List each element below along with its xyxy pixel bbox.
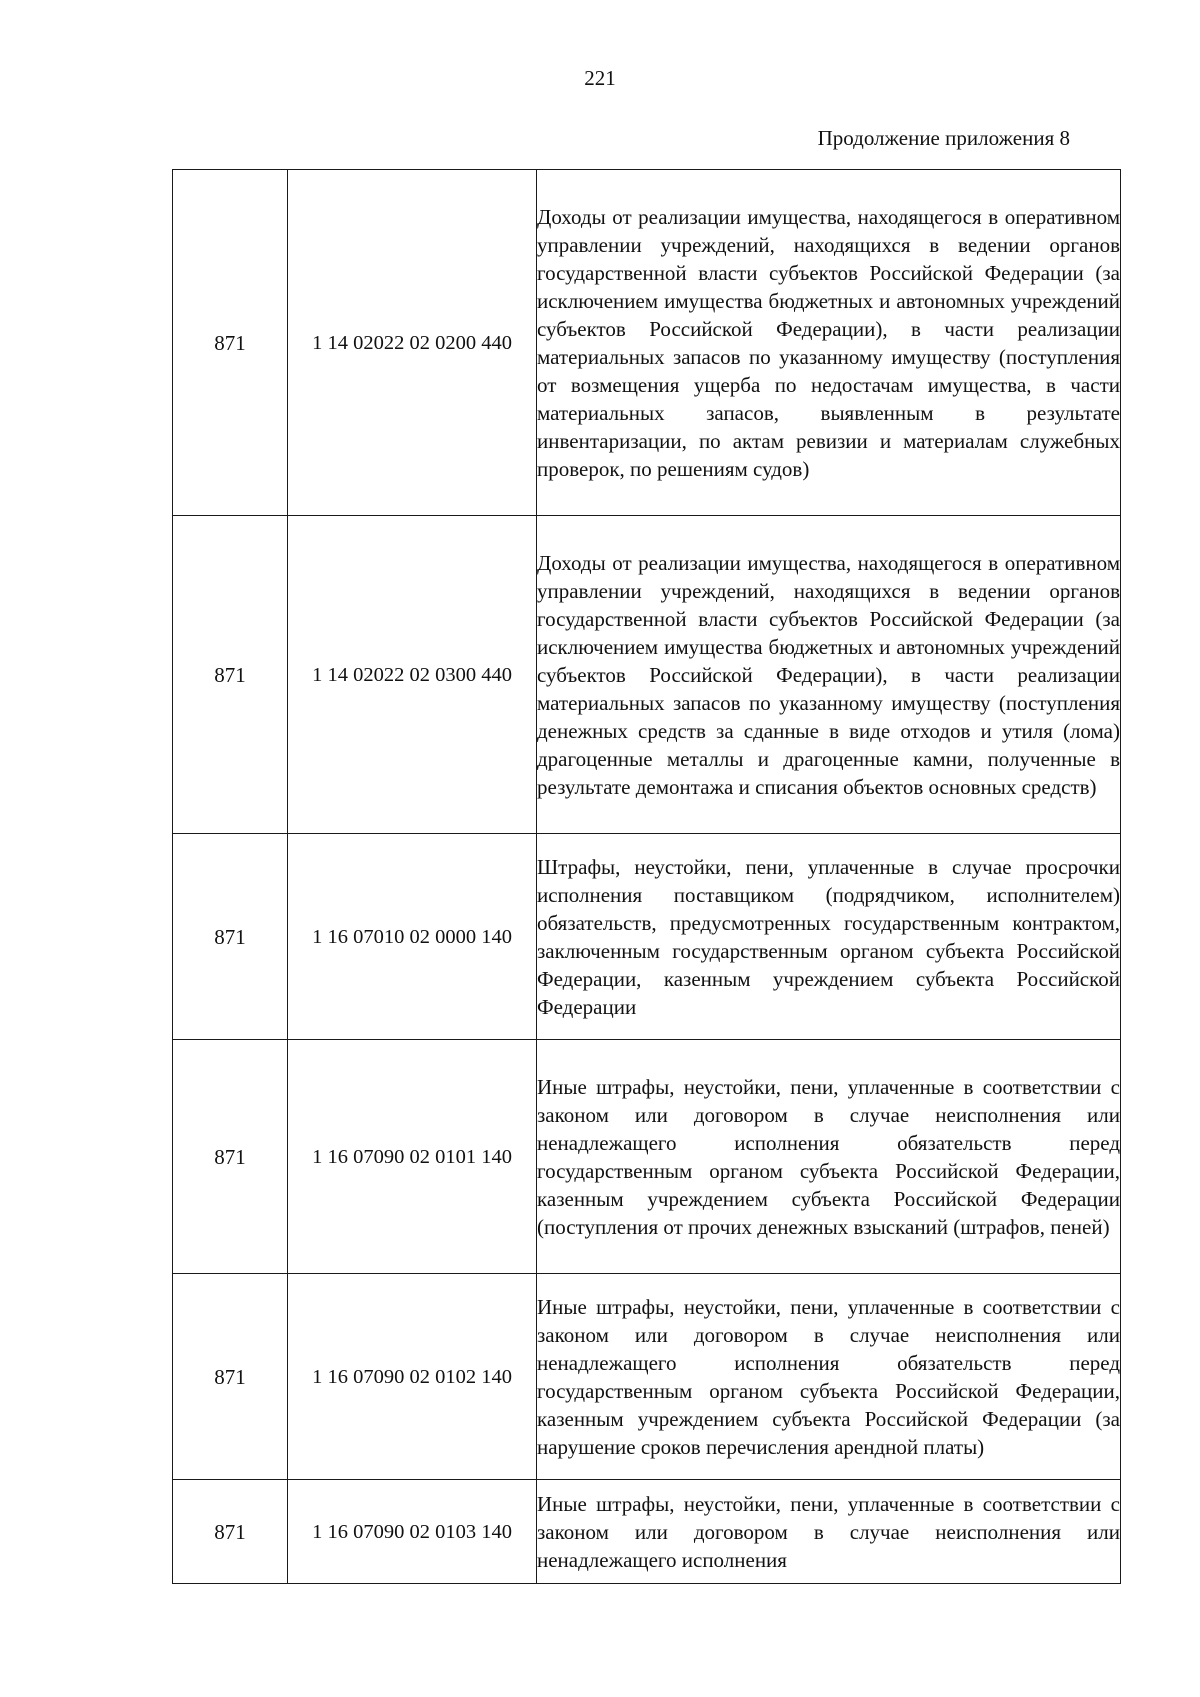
kbk-code-cell: 1 16 07090 02 0103 140: [288, 1480, 537, 1584]
table-row: [173, 516, 1121, 834]
table-row: [173, 1480, 1121, 1584]
admin-code-cell: 871: [173, 1274, 288, 1480]
kbk-code-cell: 1 16 07010 02 0000 140: [288, 834, 537, 1040]
description-cell: Иные штрафы, неустойки, пени, уплаченные в соответствии с законом или договором в случае неисполнения или ненадлежащего исполнения обязательств перед государственным органом субъекта Российской Федерации, казенным учреждением субъекта Российской Федерации (поступления от прочих денежных взысканий (штрафов, пеней): [537, 1040, 1121, 1274]
admin-code-cell: 871: [173, 1480, 288, 1584]
admin-code-cell: 871: [173, 170, 288, 516]
description-cell: Иные штрафы, неустойки, пени, уплаченные в соответствии с законом или договором в случае неисполнения или ненадлежащего исполнения обязательств перед государственным органом субъекта Российской Федерации, казенным учреждением субъекта Российской Федерации (за нарушение сроков перечисления арендной платы): [537, 1274, 1121, 1480]
table-row: [173, 1274, 1121, 1480]
description-cell: Иные штрафы, неустойки, пени, уплаченные в соответствии с законом или договором в случае неисполнения или ненадлежащего исполнения: [537, 1480, 1121, 1584]
appendix-continuation-note: Продолжение приложения 8: [817, 126, 1070, 150]
kbk-code-cell: 1 16 07090 02 0101 140: [288, 1040, 537, 1274]
kbk-code-cell: 1 14 02022 02 0200 440: [288, 170, 537, 516]
page-number: 221: [584, 66, 616, 90]
admin-code-cell: 871: [173, 834, 288, 1040]
kbk-code-cell: 1 16 07090 02 0102 140: [288, 1274, 537, 1480]
table-row: [173, 1040, 1121, 1274]
admin-code-cell: 871: [173, 1040, 288, 1274]
admin-code-cell: 871: [173, 516, 288, 834]
revenue-codes-table: [172, 169, 1121, 1584]
description-cell: Доходы от реализации имущества, находящегося в оперативном управлении учреждений, находящихся в ведении органов государственной власти субъектов Российской Федерации (за исключением имущества бюджетных и автономных учреждений субъектов Российской Федерации), в части реализации материальных запасов по указанному имуществу (поступления от возмещения ущерба по недостачам имущества, в части материальных запасов, выявленным в результате инвентаризации, по актам ревизии и материалам служебных проверок, по решениям судов): [537, 170, 1121, 516]
description-cell: Штрафы, неустойки, пени, уплаченные в случае просрочки исполнения поставщиком (подрядчиком, исполнителем) обязательств, предусмотренных государственным контрактом, заключенным государственным органом субъекта Российской Федерации, казенным учреждением субъекта Российской Федерации: [537, 834, 1121, 1040]
table-row: [173, 170, 1121, 516]
table-row: [173, 834, 1121, 1040]
description-cell: Доходы от реализации имущества, находящегося в оперативном управлении учреждений, находящихся в ведении органов государственной власти субъектов Российской Федерации (за исключением имущества бюджетных и автономных учреждений субъектов Российской Федерации), в части реализации материальных запасов по указанному имуществу (поступления денежных средств за сданные в виде отходов и утиля (лома) драгоценные металлы и драгоценные камни, полученные в результате демонтажа и списания объектов основных средств): [537, 516, 1121, 834]
kbk-code-cell: 1 14 02022 02 0300 440: [288, 516, 537, 834]
